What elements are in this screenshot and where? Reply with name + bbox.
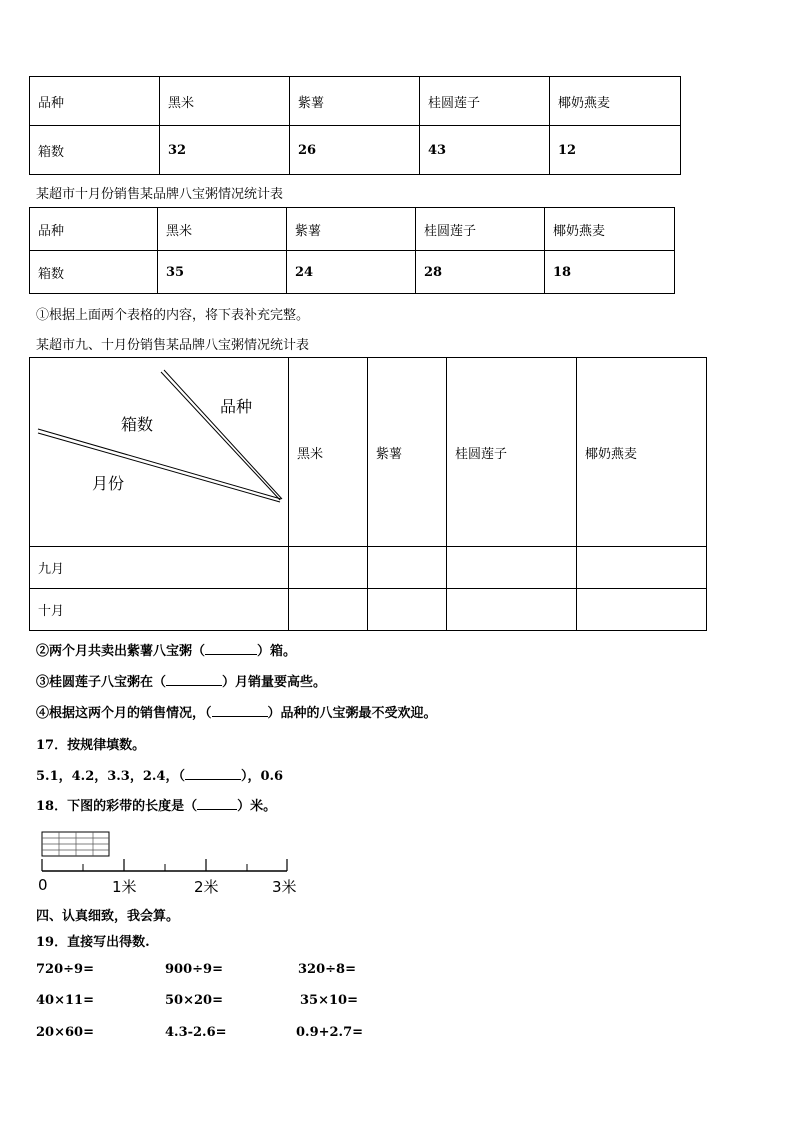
october-table-title: 某超市十月份销售某品牌八宝粥情况统计表: [36, 187, 284, 202]
problem-17-title: 17．按规律填数。: [36, 738, 146, 753]
diagonal-line: [38, 433, 280, 502]
diagonal-line: [38, 429, 281, 499]
value-cell: 18: [545, 251, 675, 294]
problem-18: [36, 795, 276, 814]
empty-cell[interactable]: [577, 547, 707, 589]
empty-cell[interactable]: [289, 547, 368, 589]
answer-blank[interactable]: [212, 704, 268, 717]
combined-table-title: 某超市九、十月份销售某品牌八宝粥情况统计表: [36, 338, 310, 353]
empty-cell[interactable]: [447, 547, 577, 589]
row-label-cell: 十月: [30, 589, 289, 631]
question-2-text: ②两个月共卖出紫薯八宝粥（: [36, 644, 206, 659]
answer-blank[interactable]: [166, 673, 222, 686]
calc-item: 35×10=: [300, 993, 358, 1008]
question-2-text-end: ）箱。: [257, 644, 297, 659]
question-4: [36, 702, 437, 721]
value-cell: 43: [420, 126, 550, 175]
ruler-label: 2米: [194, 878, 219, 896]
question-2: [36, 640, 296, 659]
problem-19-title: 19．直接写出得数.: [36, 935, 150, 950]
row-label-cell: 箱数: [30, 126, 160, 175]
diagonal-lines: [30, 358, 289, 547]
ruler: [42, 859, 287, 871]
problem-18-text-end: ）米。: [237, 799, 277, 814]
value-cell: 24: [287, 251, 416, 294]
ruler-label: 1米: [112, 878, 137, 896]
answer-blank[interactable]: [197, 797, 237, 810]
sequence-text-end: ），0.6: [240, 769, 284, 784]
header-cell: 椰奶燕麦: [550, 77, 681, 126]
diag-label-boxes: 箱数: [121, 415, 154, 434]
question-4-text-end: ）品种的八宝粥最不受欢迎。: [267, 706, 437, 721]
header-cell: 椰奶燕麦: [545, 208, 675, 251]
september-table: [29, 76, 681, 175]
diagonal-line: [161, 372, 280, 500]
diag-label-variety: 品种: [220, 397, 253, 416]
value-cell: 12: [550, 126, 681, 175]
value-cell: 32: [160, 126, 290, 175]
diag-label-month: 月份: [92, 474, 125, 493]
empty-cell[interactable]: [368, 547, 447, 589]
question-3: [36, 671, 326, 690]
combined-table: [29, 357, 707, 631]
question-4-text: ④根据这两个月的销售情况，（: [36, 706, 212, 721]
row-label-cell: 九月: [30, 547, 289, 589]
empty-cell[interactable]: [289, 589, 368, 631]
calc-item: 720÷9=: [36, 962, 94, 977]
diagonal-header-cell: [30, 358, 289, 547]
calc-item: 900÷9=: [165, 962, 223, 977]
ruler-label: 3米: [272, 878, 297, 896]
calc-item: 320÷8=: [298, 962, 356, 977]
calc-item: 4.3-2.6=: [165, 1025, 227, 1040]
question-1: ①根据上面两个表格的内容，将下表补充完整。: [36, 308, 310, 323]
calc-item: 50×20=: [165, 993, 223, 1008]
header-cell: 黑米: [158, 208, 287, 251]
sequence-text: 5.1，4.2，3.3，2.4，（: [36, 769, 185, 784]
column-header-cell: 桂圆莲子: [447, 358, 577, 547]
header-cell: 品种: [30, 208, 158, 251]
header-cell: 桂圆莲子: [420, 77, 550, 126]
value-cell: 35: [158, 251, 287, 294]
header-cell: 紫薯: [287, 208, 416, 251]
problem-18-text: 18．下图的彩带的长度是（: [36, 799, 198, 814]
header-cell: 桂圆莲子: [416, 208, 545, 251]
ribbon: [42, 832, 109, 856]
header-cell: 品种: [30, 77, 160, 126]
empty-cell[interactable]: [368, 589, 447, 631]
question-3-text: ③桂圆莲子八宝粥在（: [36, 675, 167, 690]
row-label-cell: 箱数: [30, 251, 158, 294]
ribbon-ruler-figure: [36, 826, 306, 894]
header-cell: 紫薯: [290, 77, 420, 126]
value-cell: 28: [416, 251, 545, 294]
column-header-cell: 黑米: [289, 358, 368, 547]
value-cell: 26: [290, 126, 420, 175]
empty-cell[interactable]: [577, 589, 707, 631]
header-cell: 黑米: [160, 77, 290, 126]
column-header-cell: 紫薯: [368, 358, 447, 547]
ruler-label: 0: [38, 876, 48, 894]
question-3-text-end: ）月销量要高些。: [222, 675, 327, 690]
october-table: [29, 207, 675, 294]
answer-blank[interactable]: [185, 767, 241, 780]
section-4-heading: 四、认真细致，我会算。: [36, 909, 180, 924]
calc-item: 0.9+2.7=: [296, 1025, 364, 1040]
diagonal-line: [164, 370, 282, 499]
calc-item: 40×11=: [36, 993, 94, 1008]
answer-blank[interactable]: [205, 642, 257, 655]
column-header-cell: 椰奶燕麦: [577, 358, 707, 547]
problem-17-sequence: [36, 765, 283, 784]
empty-cell[interactable]: [447, 589, 577, 631]
calc-item: 20×60=: [36, 1025, 94, 1040]
